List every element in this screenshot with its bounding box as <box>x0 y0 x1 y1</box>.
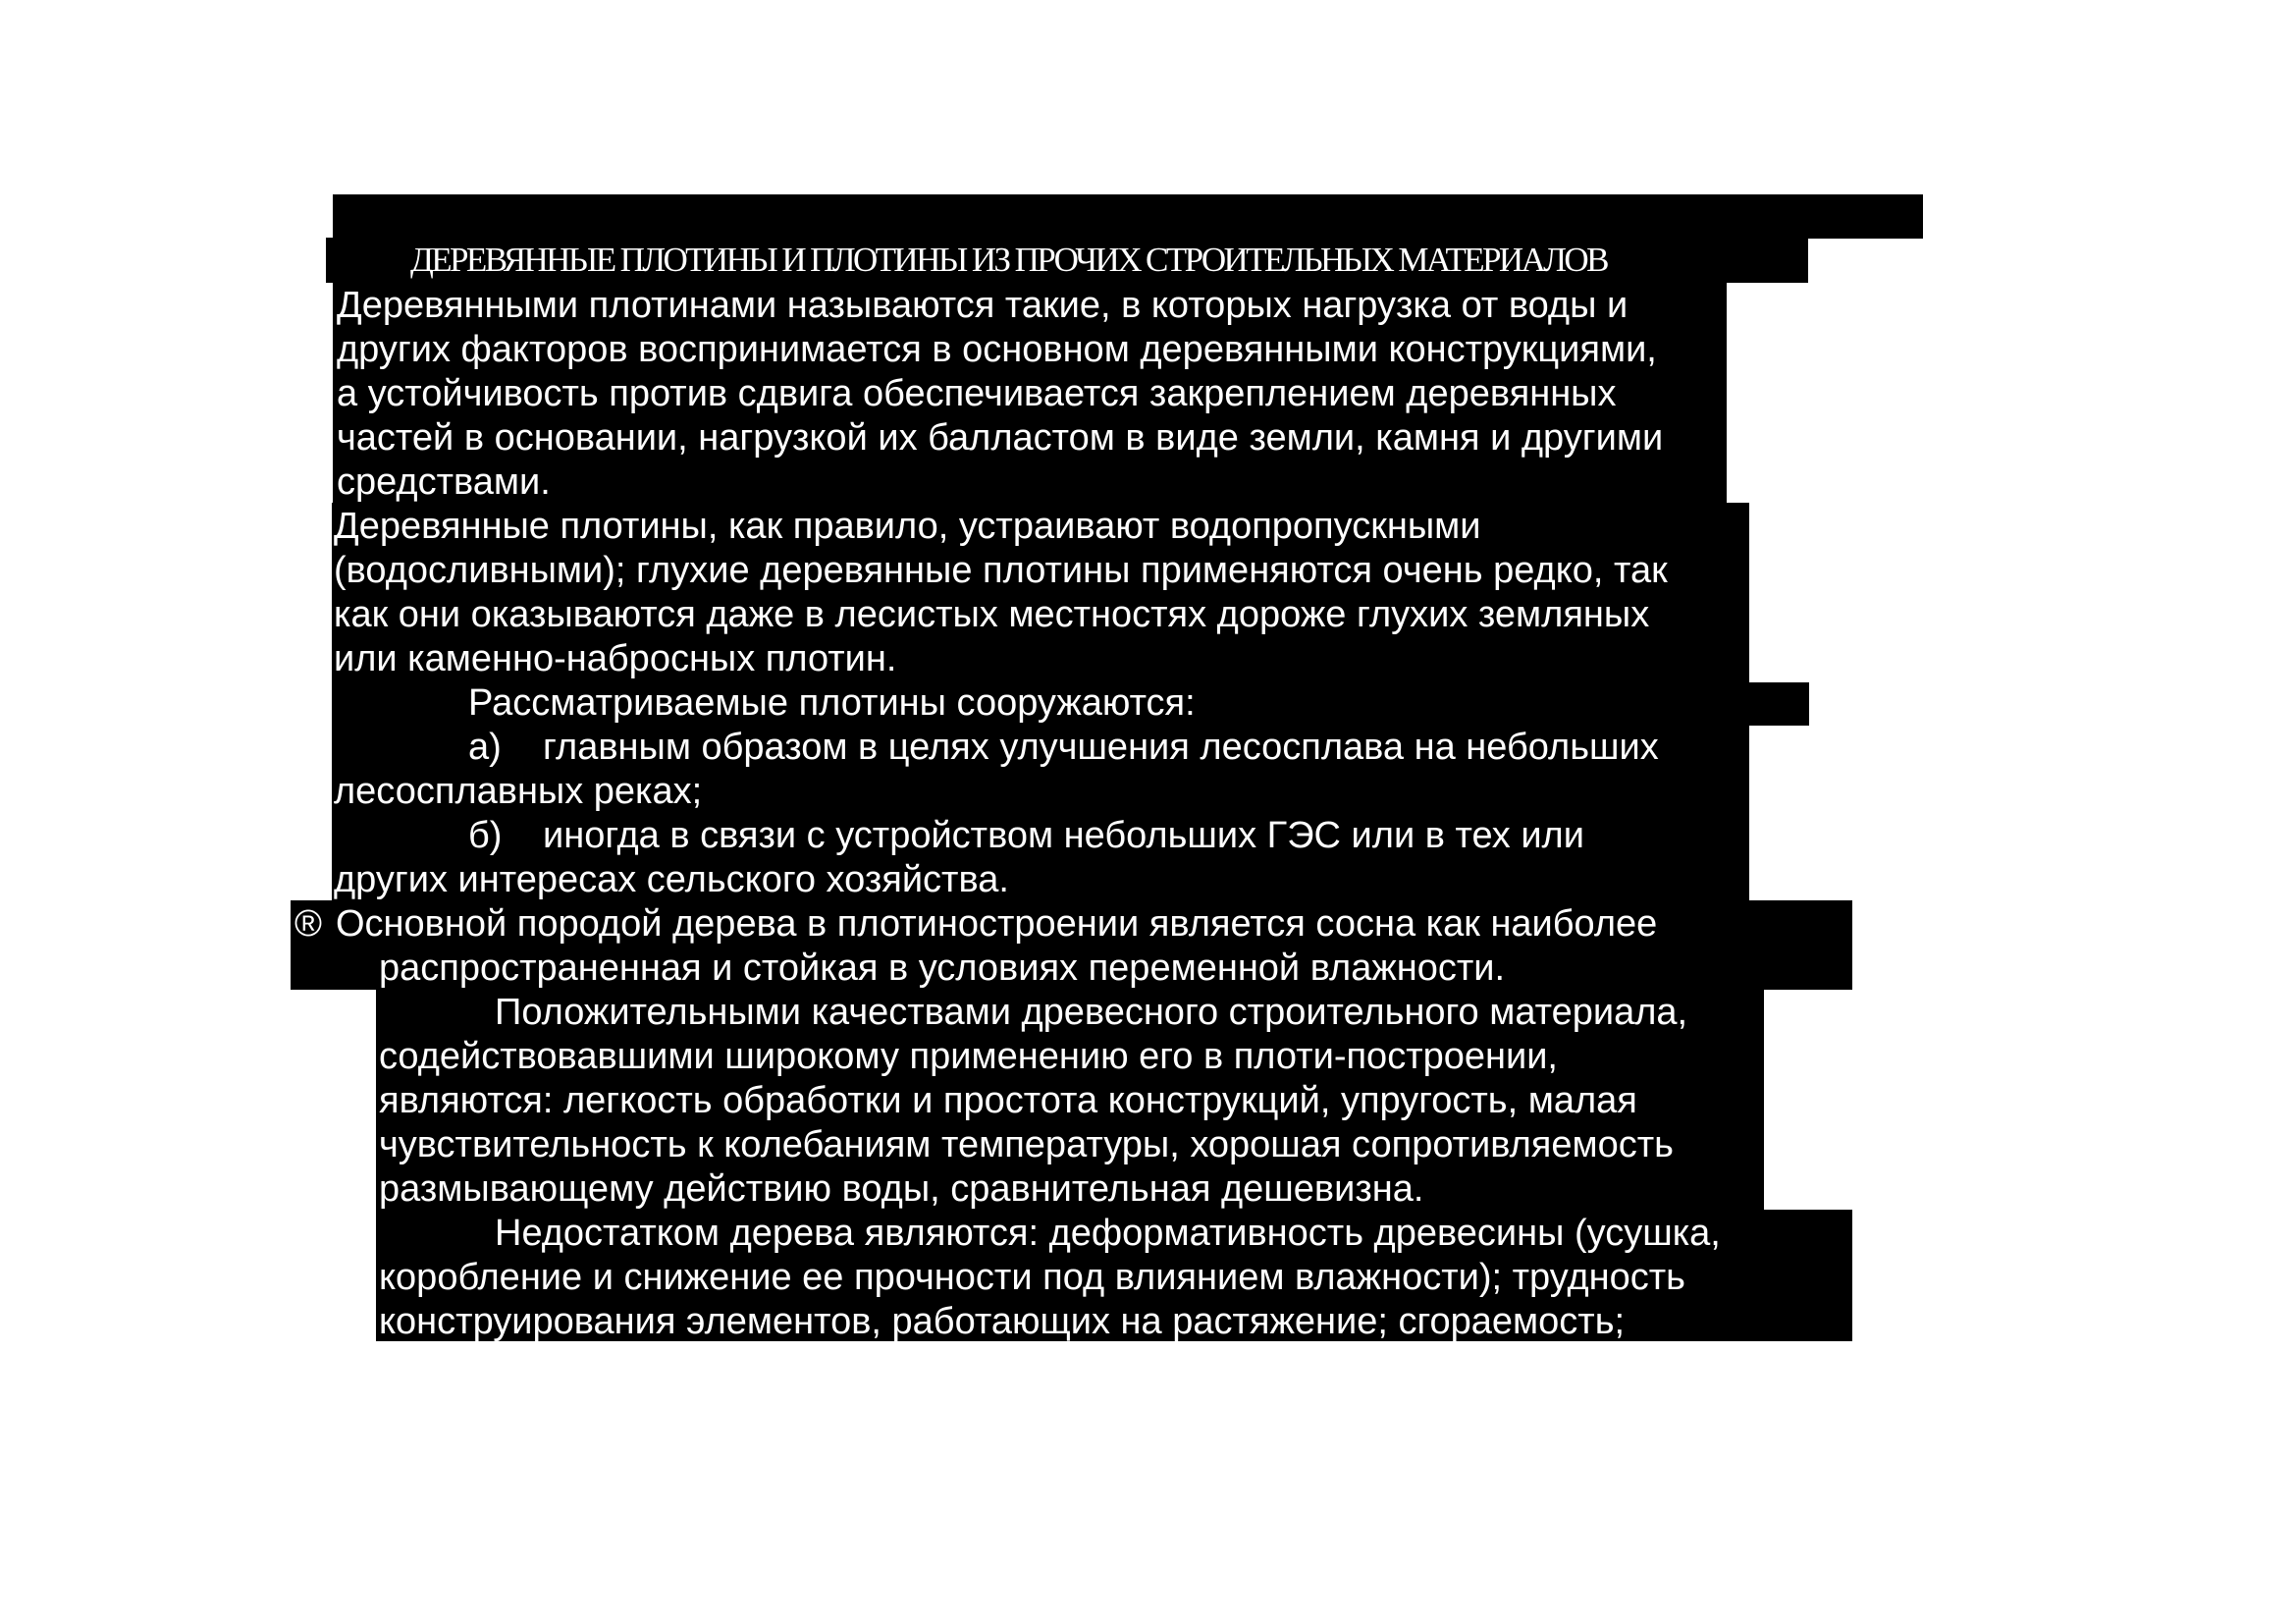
paragraph-line: Деревянные плотины, как правило, устраивают водопропускными <box>334 506 1481 547</box>
paragraph-line: размывающему действию воды, сравнительная дешевизна. <box>379 1168 1424 1210</box>
paragraph-line: чувствительность к колебаниям температуры, хорошая сопротивляемость <box>379 1124 1674 1165</box>
bullet-symbol: ® <box>294 903 322 945</box>
bullet-line: распространенная и стойкая в условиях переменной влажности. <box>379 947 1506 989</box>
text-background <box>333 194 1923 239</box>
paragraph-line: или каменно-набросных плотин. <box>334 638 897 679</box>
paragraph-line: частей в основании, нагрузкой их балластом в виде земли, камня и другими <box>337 417 1664 459</box>
paragraph-line: а устойчивость против сдвига обеспечивается закреплением деревянных <box>337 373 1617 414</box>
paragraph-line: являются: легкость обработки и простота конструкций, упругость, малая <box>379 1080 1637 1121</box>
paragraph-line: Недостатком дерева являются: деформативность древесины (усушка, <box>495 1213 1721 1254</box>
paragraph-line: (водосливными); глухие деревянные плотины применяются очень редко, так <box>334 550 1668 591</box>
list-item-line: других интересах сельского хозяйства. <box>334 859 1009 900</box>
paragraph-line: средствами. <box>337 461 551 503</box>
bullet-line: Основной породой дерева в плотиностроении является сосна как наиболее <box>336 903 1658 945</box>
paragraph-line: содействовавшими широкому применению его в плоти-построении, <box>379 1036 1558 1077</box>
list-marker: а) <box>468 727 502 768</box>
list-marker: б) <box>468 815 503 856</box>
paragraph-line: как они оказываются даже в лесистых местностях дороже глухих земляных <box>334 594 1650 635</box>
paragraph-line: Рассматриваемые плотины сооружаются: <box>468 682 1196 724</box>
list-item-line: главным образом в целях улучшения лесосплава на небольших <box>543 727 1659 768</box>
paragraph-line: Положительными качествами древесного строительного материала, <box>495 992 1688 1033</box>
paragraph-line: Деревянными плотинами называются такие, в которых нагрузка от воды и <box>337 285 1629 326</box>
paragraph-line: конструирования элементов, работающих на растяжение; сгораемость; <box>379 1301 1626 1342</box>
list-item-line: иногда в связи с устройством небольших ГЭС или в тех или <box>543 815 1584 856</box>
document-title: ДЕРЕВЯННЫЕ ПЛОТИНЫ И ПЛОТИНЫ ИЗ ПРОЧИХ СТРОИТЕЛЬНЫХ МАТЕРИАЛОВ <box>410 241 1607 279</box>
list-item-line: лесосплавных реках; <box>334 771 703 812</box>
paragraph-line: других факторов воспринимается в основном деревянными конструкциями, <box>337 329 1657 370</box>
paragraph-line: коробление и снижение ее прочности под влиянием влажности); трудность <box>379 1257 1685 1298</box>
